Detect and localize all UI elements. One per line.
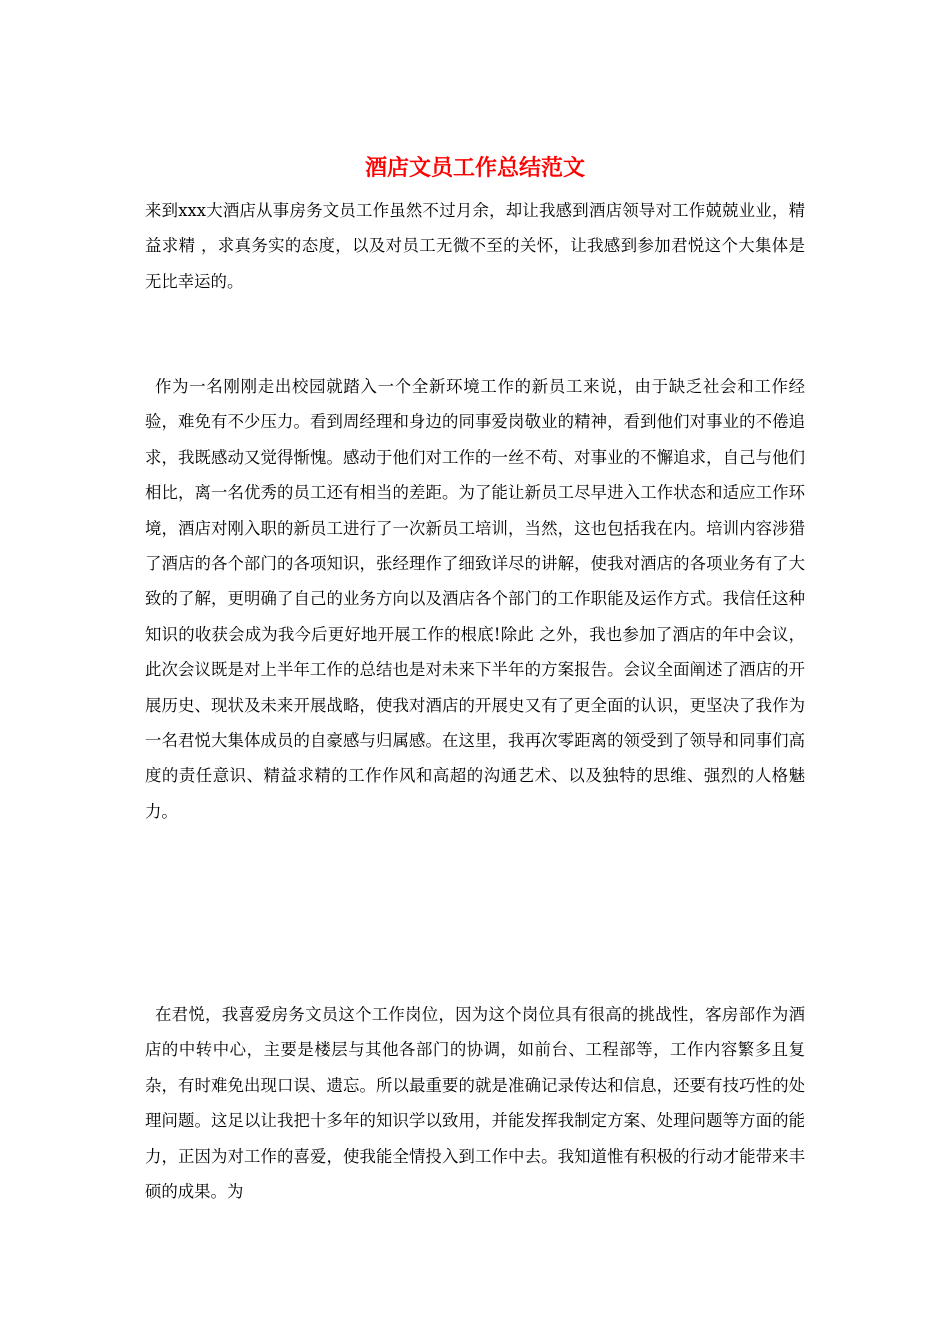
page-title: 酒店文员工作总结范文 bbox=[364, 155, 585, 181]
paragraph-training: 作为一名刚刚走出校园就踏入一个全新环境工作的新员工来说，由于缺乏社会和工作经验，难免有不少压力。看到周经理和身边的同事爱岗敬业的精神，看到他们对事业的不倦追求，我既感动又觉得惭愧。感动于他们对工作的一丝不苟、对事业的不懈追求，自己与他们相比，离一名优秀的员工还有相当的差距。为了能让新员工尽早进入工作状态和适应工作环境，酒店对刚入职的新员工进行了一次新员工培训，当然，这也包括我在内。培训内容涉猎了酒店的各个部门的各项知识，张经理作了细致详尽的讲解，使我对酒店的各项业务有了大致的了解，更明确了自己的业务方向以及酒店各个部门的工作职能及运作方式。我信任这种知识的收获会成为我今后更好地开展工作的根底!除此 之外，我也参加了酒店的年中会议，此次会议既是对上半年工作的总结也是对未来下半年的方案报告。会议全面阐述了酒店的开展历史、现状及未来开展战略，使我对酒店的开展史又有了更全面的认识，更坚决了我作为一名君悦大集体成员的自豪感与归属感。在这里，我再次零距离的领受到了领导和同事们高度的责任意识、精益求精的工作作风和高超的沟通艺术、以及独特的思维、强烈的人格魅力。 bbox=[145, 377, 805, 821]
paragraph-intro: 来到xxx大酒店从事房务文员工作虽然不过月余，却让我感到酒店领导对工作兢兢业业，精益求精 ，求真务实的态度，以及对员工无微不至的关怀，让我感到参加君悦这个大集体是无比幸运的。 bbox=[145, 201, 805, 291]
paragraph-job-role: 在君悦，我喜爱房务文员这个工作岗位，因为这个岗位具有很高的挑战性，客房部作为酒店的中转中心，主要是楼层与其他各部门的协调，如前台、工程部等，工作内容繁多且复杂，有时难免出现口误、遗忘。所以最重要的就是准确记录传达和信息，还要有技巧性的处理问题。这足以让我把十多年的知识学以致用，并能发挥我制定方案、处理问题等方面的能力，正因为对工作的喜爱，使我能全情投入到工作中去。我知道惟有积极的行动才能带来丰硕的成果。为 bbox=[145, 1005, 805, 1202]
